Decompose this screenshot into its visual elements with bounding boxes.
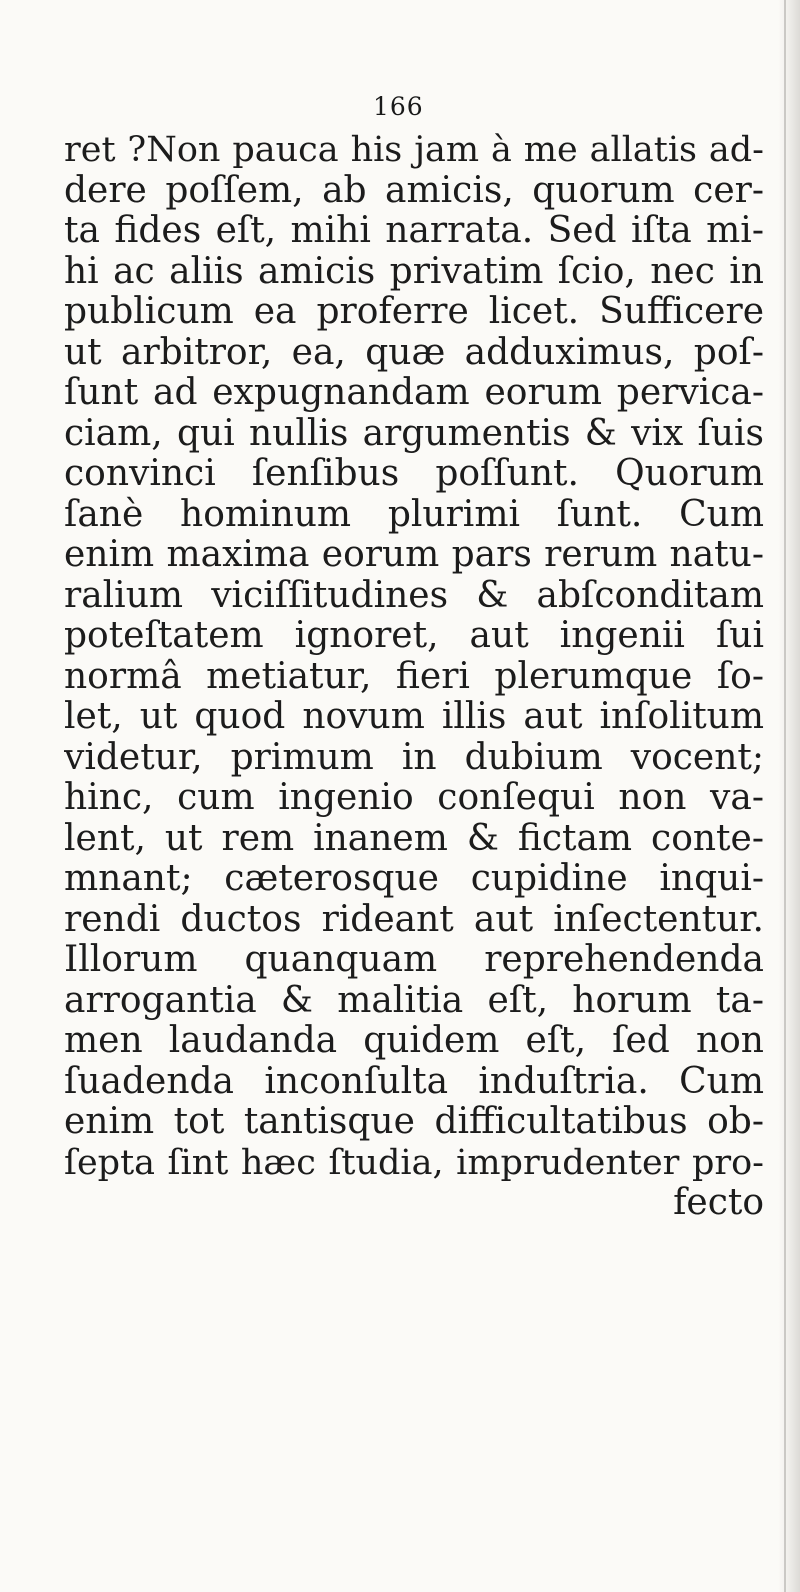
text-line: hi ac aliis amicis privatim ſcio, nec in [64, 251, 764, 292]
text-line: let, ut quod novum illis aut inſolitum [64, 697, 764, 737]
text-line: ret ?Non pauca his jam à me allatis ad- [64, 130, 764, 170]
text-line: videtur, primum in dubium vocent; [64, 737, 764, 778]
text-line: enim tot tantisque difficultatibus ob- [64, 1102, 764, 1142]
text-line: men laudanda quidem eſt, ſed non [64, 1021, 764, 1061]
text-line: arrogantia & malitia eſt, horum ta- [64, 980, 764, 1021]
text-line: ſunt ad expugnandam eorum pervica- [64, 373, 764, 413]
body-text [64, 130, 764, 1224]
text-line: ſanè hominum plurimi ſunt. Cum [64, 494, 764, 535]
text-line: Illorum quanquam reprehendenda [64, 940, 764, 980]
text-line: ralium viciſſitudines & abſconditam [64, 575, 764, 616]
text-line: ut arbitror, ea, quæ adduximus, poſ- [64, 332, 764, 373]
page-number: 166 [373, 92, 424, 121]
catchword: fecto [673, 1183, 764, 1223]
text-line: hinc, cum ingenio conſequi non va- [64, 778, 764, 818]
text-line: mnant; cæterosque cupidine inqui- [64, 859, 764, 899]
text-line: publicum ea proferre licet. Sufficere [64, 292, 764, 332]
page-edge-shadow [778, 0, 800, 1592]
text-line: ta fides eſt, mihi narrata. Sed iſta mi- [64, 211, 764, 251]
text-line: ciam, qui nullis argumentis & vix ſuis [64, 413, 764, 454]
page-edge-line [784, 0, 786, 1592]
text-line: ſepta ſint hæc ſtudia, imprudenter pro- [64, 1142, 764, 1183]
text-line: dere poſſem, ab amicis, quorum cer- [64, 170, 764, 211]
text-line: ſuadenda inconſulta induſtria. Cum [64, 1061, 764, 1102]
text-line: convinci ſenſibus poſſunt. Quorum [64, 454, 764, 494]
text-line: lent, ut rem inanem & fictam conte- [64, 818, 764, 859]
text-line: normâ metiatur, fieri plerumque ſo- [64, 656, 764, 697]
text-line: enim maxima eorum pars rerum natu- [64, 535, 764, 575]
text-line: rendi ductos rideant aut inſectentur. [64, 899, 764, 940]
text-line: poteſtatem ignoret, aut ingenii ſui [64, 616, 764, 656]
